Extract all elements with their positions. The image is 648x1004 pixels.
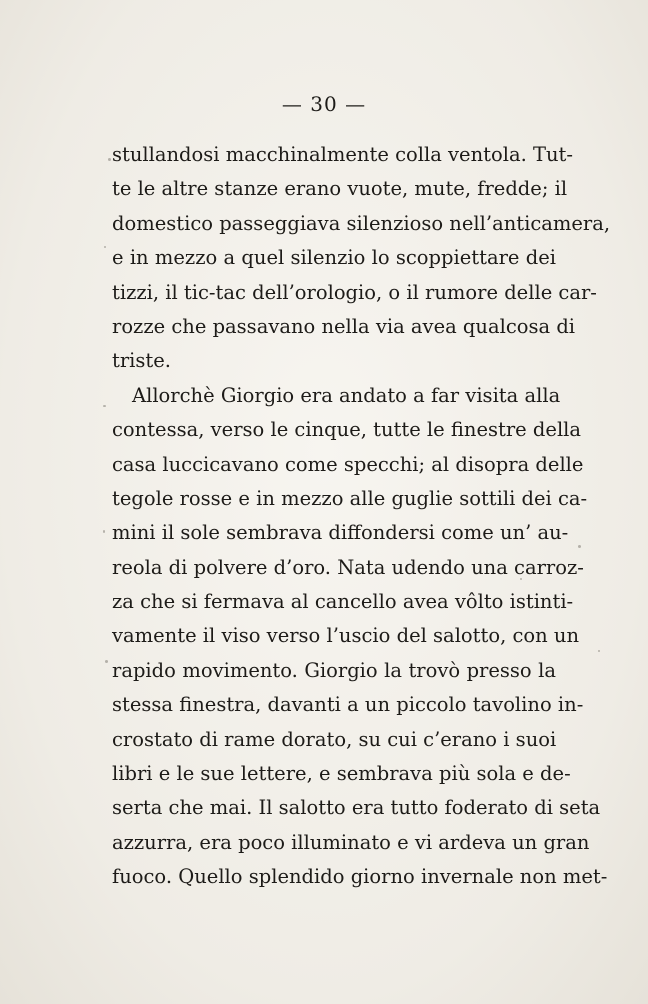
text-line: crostato di rame dorato, su cui c’erano i suoi xyxy=(112,727,557,751)
text-line: rozze che passavano nella via avea qualcosa di xyxy=(112,314,576,338)
text-line: rapido movimento. Giorgio la trovò presso la xyxy=(112,658,556,682)
text-line: azzurra, era poco illuminato e vi ardeva un gran xyxy=(112,830,590,854)
text-line: mini il sole sembrava diffondersi come un’ au- xyxy=(112,521,569,545)
text-line: domestico passeggiava silenzioso nell’anticamera, xyxy=(112,211,611,235)
text-line: vamente il viso verso l’uscio del salotto, con un xyxy=(112,624,580,648)
body-text xyxy=(112,138,611,895)
text-line: casa luccicavano come specchi; al disopra delle xyxy=(112,452,584,476)
text-line: triste. xyxy=(112,349,171,373)
text-line: e in mezzo a quel silenzio lo scoppiettare dei xyxy=(112,246,556,270)
text-line: Allorchè Giorgio era andato a far visita alla xyxy=(132,383,561,407)
text-line: tegole rosse e in mezzo alle guglie sottili dei ca- xyxy=(112,486,588,510)
text-line: fuoco. Quello splendido giorno invernale non met- xyxy=(112,865,608,889)
text-line: za che si fermava al cancello avea vôlto istinti- xyxy=(112,590,574,614)
text-line: stullandosi macchinalmente colla ventola. Tut- xyxy=(112,143,573,166)
page-number: — 30 — xyxy=(281,92,367,116)
text-line: contessa, verso le cinque, tutte le finestre della xyxy=(112,418,582,442)
text-line: stessa finestra, davanti a un piccolo tavolino in- xyxy=(112,693,584,717)
text-line: serta che mai. Il salotto era tutto foderato di seta xyxy=(112,796,601,820)
text-line: te le altre stanze erano vuote, mute, fredde; il xyxy=(112,177,568,201)
text-line: libri e le sue lettere, e sembrava più sola e de- xyxy=(112,762,571,786)
text-line: tizzi, il tic-tac dell’orologio, o il rumore delle car- xyxy=(112,280,597,304)
text-line: reola di polvere d’oro. Nata udendo una carroz- xyxy=(112,555,584,579)
